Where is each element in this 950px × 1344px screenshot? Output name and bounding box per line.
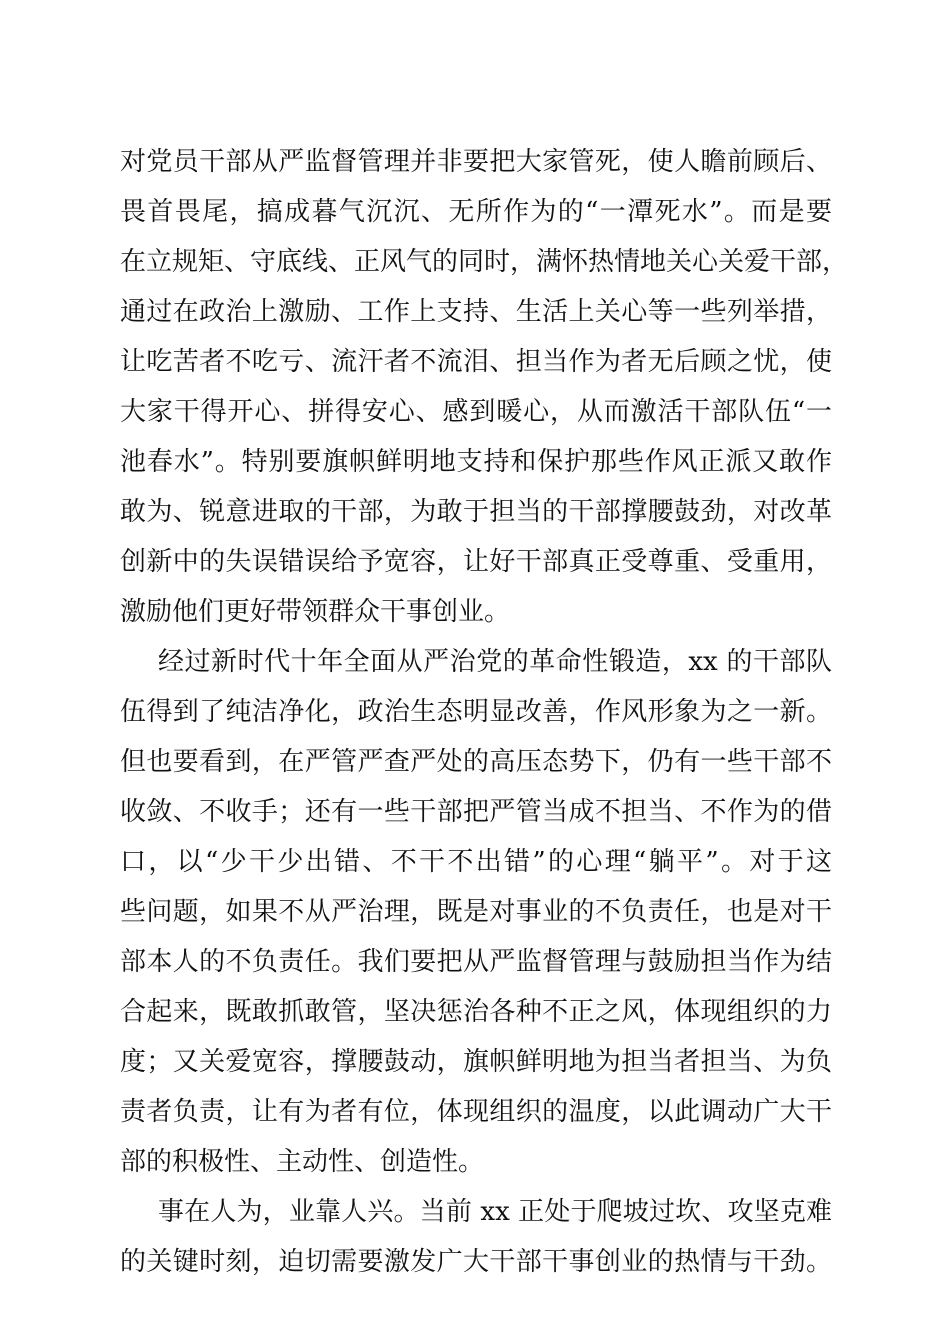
text-line: 但也要看到，在严管严查严处的高压态势下，仍有一些干部不	[120, 747, 832, 777]
text-line: 敢为、锐意进取的干部，为敢于担当的干部撑腰鼓劲，对改革	[120, 497, 832, 527]
text-line: 池春水”。特别要旗帜鲜明地支持和保护那些作风正派又敢作	[120, 447, 832, 477]
text-line: 部本人的不负责任。我们要把从严监督管理与鼓励担当作为结	[120, 947, 832, 977]
paragraph-3	[120, 1187, 832, 1287]
text-line: 合起来，既敢抓敢管，坚决惩治各种不正之风，体现组织的力	[120, 997, 832, 1027]
text-line: 创新中的失误错误给予宽容，让好干部真正受尊重、受重用，	[120, 547, 832, 577]
text-line: 些问题，如果不从严治理，既是对事业的不负责任，也是对干	[120, 897, 832, 927]
text-line: 经过新时代十年全面从严治党的革命性锻造，xx 的干部队	[158, 647, 832, 677]
text-line: 责者负责，让有为者有位，体现组织的温度，以此调动广大干	[120, 1097, 832, 1127]
document-body	[120, 137, 849, 1287]
paragraph-1	[120, 137, 849, 637]
text-line: 大家干得开心、拼得安心、感到暖心，从而激活干部队伍“一	[120, 397, 832, 427]
text-line: 激励他们更好带领群众干事创业。	[120, 597, 511, 627]
text-line: 事在人为，业靠人兴。当前 xx 正处于爬坡过坎、攻坚克难	[158, 1197, 832, 1227]
text-line: 通过在政治上激励、工作上支持、生活上关心等一些列举措，	[120, 297, 832, 327]
text-line: 的关键时刻，迫切需要激发广大干部干事创业的热情与干劲。	[120, 1247, 832, 1277]
text-line: 伍得到了纯洁净化，政治生态明显改善，作风形象为之一新。	[120, 697, 832, 727]
text-line: 度；又关爱宽容，撑腰鼓动，旗帜鲜明地为担当者担当、为负	[120, 1047, 832, 1077]
text-line: 让吃苦者不吃亏、流汗者不流泪、担当作为者无后顾之忧，使	[120, 347, 832, 377]
text-line: 畏首畏尾，搞成暮气沉沉、无所作为的“一潭死水”。而是要	[120, 197, 832, 227]
text-line: 部的积极性、主动性、创造性。	[120, 1147, 485, 1177]
paragraph-2	[120, 637, 832, 1187]
text-line: 收敛、不收手；还有一些干部把严管当成不担当、不作为的借	[120, 797, 832, 827]
text-line: 在立规矩、守底线、正风气的同时，满怀热情地关心关爱干部，	[120, 247, 849, 277]
text-line: 口，以“少干少出错、不干不出错”的心理“躺平”。对于这	[120, 847, 832, 877]
text-line: 对党员干部从严监督管理并非要把大家管死，使人瞻前顾后、	[120, 147, 832, 177]
